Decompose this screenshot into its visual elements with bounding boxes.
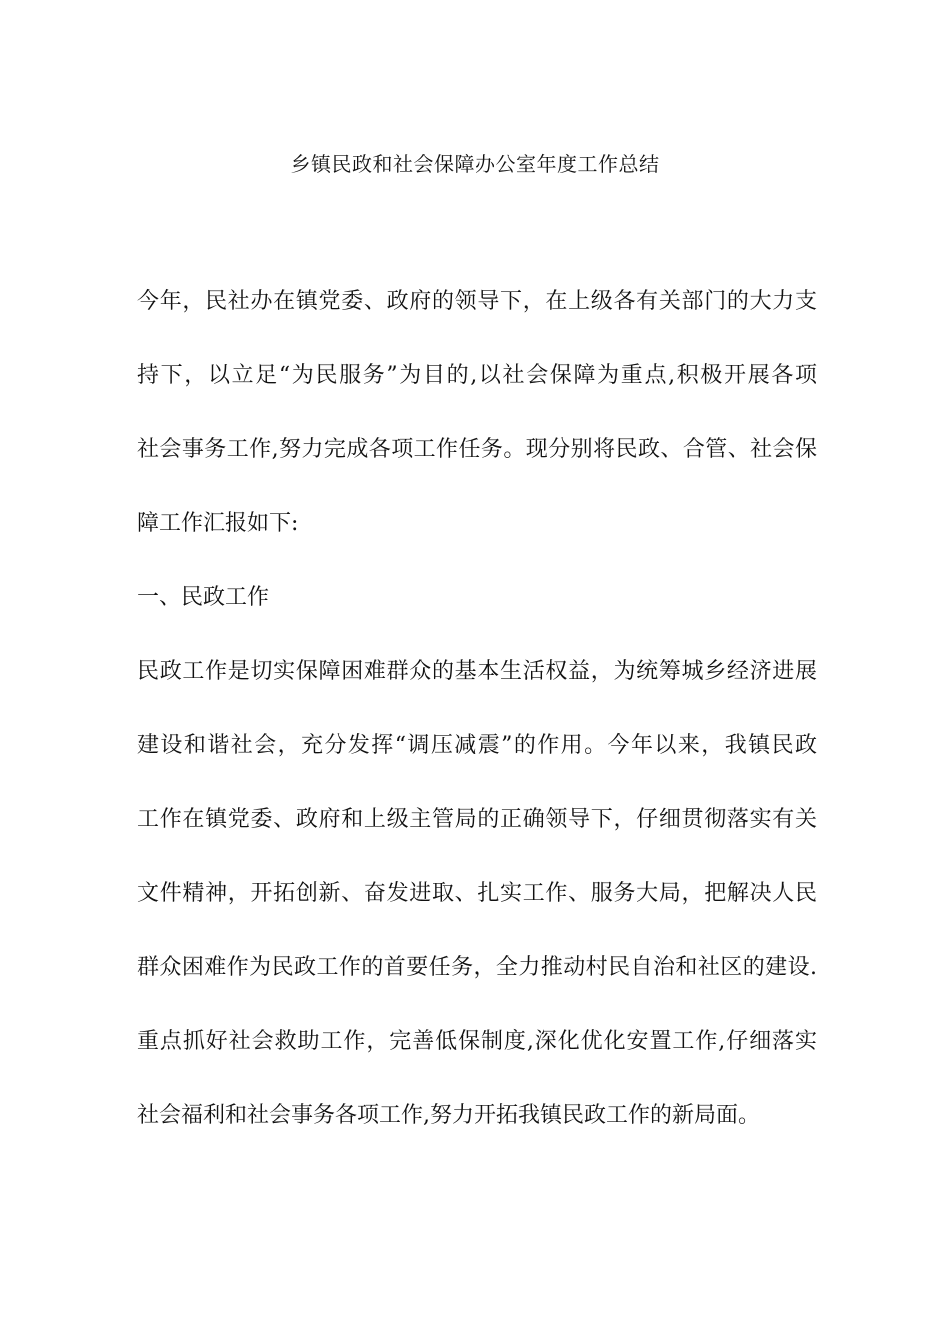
paragraph-line-3: 社会事务工作,努力完成各项工作任务。现分别将民政、合管、社会保 [137,437,817,462]
paragraph-line-6: 民政工作是切实保障困难群众的基本生活权益，为统筹城乡经济进展 [137,659,817,684]
paragraph-line-10: 群众困难作为民政工作的首要任务，全力推动村民自治和社区的建设. [137,955,817,980]
paragraph-line-9: 文件精神，开拓创新、奋发进取、扎实工作、服务大局，把解决人民 [137,881,817,906]
paragraph-line-2: 持下，以立足“为民服务”为目的,以社会保障为重点,积极开展各项 [137,363,817,388]
paragraph-line-4: 障工作汇报如下: [137,511,299,536]
paragraph-line-7: 建设和谐社会，充分发挥“调压减震”的作用。今年以来，我镇民政 [137,733,817,758]
paragraph-line-11: 重点抓好社会救助工作，完善低保制度,深化优化安置工作,仔细落实 [137,1029,817,1054]
document-title: 乡镇民政和社会保障办公室年度工作总结 [290,152,660,176]
paragraph-line-1: 今年，民社办在镇党委、政府的领导下，在上级各有关部门的大力支 [137,289,817,314]
paragraph-line-12: 社会福利和社会事务各项工作,努力开拓我镇民政工作的新局面。 [137,1103,760,1128]
section-heading: 一、民政工作 [137,585,270,610]
paragraph-line-8: 工作在镇党委、政府和上级主管局的正确领导下，仔细贯彻落实有关 [137,807,817,832]
